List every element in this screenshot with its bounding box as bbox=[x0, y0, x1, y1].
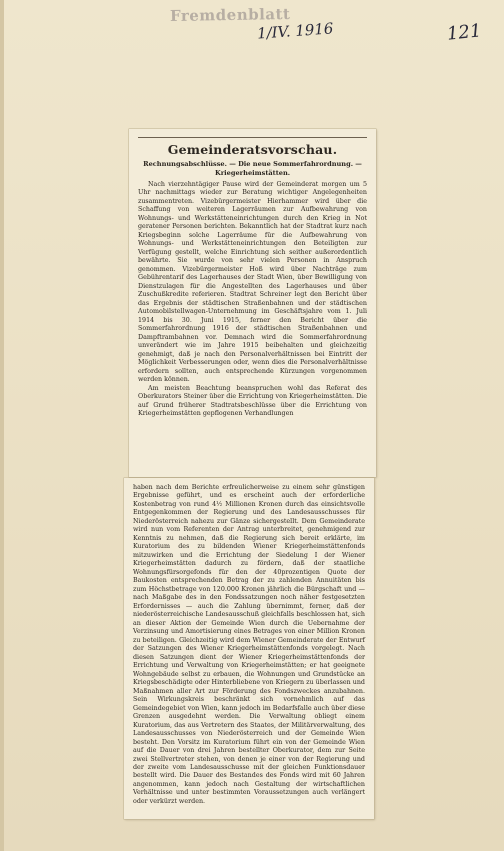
article-paragraph: Am meisten Beachtung beanspruchen wohl das Referat des Oberkurators Steiner über die Errichtung von Kriegerheimstätten. Die auf Grund früherer Stadtratsbeschlüsse über die Errichtung von Kriegerheimstätten gepflogenen Verhandlungen bbox=[138, 384, 367, 418]
article-body-top bbox=[138, 181, 367, 419]
article-headline: Gemeinderatsvorschau. bbox=[167, 142, 338, 157]
handwritten-date: 1/IV. 1916 bbox=[256, 19, 334, 43]
article-clipping-bottom bbox=[124, 478, 374, 819]
newspaper-stamp: Fremdenblatt bbox=[169, 4, 291, 26]
archive-page-number: 121 bbox=[445, 20, 483, 45]
top-rule bbox=[138, 137, 367, 138]
article-paragraph: Nach vierzehntägiger Pause wird der Gemeinderat morgen um 5 Uhr nachmittags wieder zur Beratung wichtiger Angelegenheiten zusammentreten. Vizebürgermeister Hierhammer wird über die Schaffung von weiteren Lagerräumen zur Aufbewahrung von Wohnungs- und Werkstätteneinrichtungen durch den Krieg in Not geratener Personen berichten. Bekanntlich hat der Stadtrat kurz nach Kriegsbeginn solche Lagerräume für die Aufbewahrung von Wohnungs- und Werkstätteneinrichtungen den Beteiligten zur Verfügung gestellt, welche Einrichtung sich seither außerordentlich bewährte. Sie wurde von sehr vielen Personen in Anspruch genommen. Vizebürgermeister Hoß wird über Nachträge zum Gebührentarif des Lagerhauses der Stadt Wien, über Bewilligung von Dienstzulagen für die Angestellten des Lagerhauses und über Zuschußkredite referieren. Stadtrat Schreiner legt den Bericht über das Ergebnis der städtischen Straßenbahnen und der städtischen Automobilstellwagen-Unternehmung im Geschäftsjahre vom 1. Juli 1914 bis 30. Juni 1915, ferner den Bericht über die Sommerfahrordnung 1916 der städtischen Straßenbahnen und Dampftrambahnen vor. Demnach wird die Sommerfahrordnung unverändert wie im Jahre 1915 beibehalten und gleichzeitig genehmigt, daß je nach den Personalverhältnissen bei Eintritt der Möglichkeit Verbesserungen oder, wenn dies die Personalverhältnisse erfordern sollten, auch entsprechende Kürzungen vorgenommen werden können. bbox=[138, 181, 367, 384]
sheet-left-edge bbox=[0, 0, 4, 851]
article-subheading: Rechnungsabschlüsse. — Die neue Sommerfahrordnung. — Kriegerheimstätten. bbox=[143, 160, 362, 177]
article-body-bottom bbox=[133, 484, 365, 806]
article-continuation: haben nach dem Berichte erfreulicherweise zu einem sehr günstigen Ergebnisse geführt, und es erscheint auch der erforderliche Kostenbetrag von rund 4½ Millionen Kronen durch das einsichtsvolle Entgegenkommen der Regierung und des Landesausschusses für Niederösterreich nahezu zur Gänze sichergestellt. Dem Gemeinderate wird nun vom Referenten der Antrag unterbreitet, genehmigend zur Kenntnis zu nehmen, daß die Regierung sich bereit erklärte, im Kuratorium des zu bildenden Wiener Kriegerheimstättenfonds mitzuwirken und die Errichtung der Siedelung I der Wiener Kriegerheimstätten dadurch zu fördern, daß der staatliche Wohnungsfürsorgefonds für den der 40prozentigen Quote der Baukosten entsprechenden Betrag der zu zahlenden Annuitäten bis zum Höchstbetrage von 120.000 Kronen jährlich die Bürgschaft und — nach Maßgabe des in den Fondssatzungen noch näher festgesetzten Erfordernisses — auch die Zahlung übernimmt, ferner, daß der niederösterreichische Landesausschuß gleichfalls beschlossen hat, sich an dieser Aktion der Gemeinde Wien durch die Uebernahme der Verzinsung und Amortisierung eines Betrages von einer Million Kronen zu beteiligen. Gleichzeitig wird dem Wiener Gemeinderate der Entwurf der Satzungen des Wiener Kriegerheimstättenfonds vorgelegt. Nach diesen Satzungen dient der Wiener Kriegerheimstättenfonds der Errichtung und Verwaltung von Kriegerheimstätten; er hat geeignete Wohngebäude selbst zu erbauen, die Wohnungen und Grundstücke an Kriegsbeschädigte oder Hinterbliebene von Kriegern zu überlassen und Maßnahmen aller Art zur Förderung des Fondszweckes anzubahnen. Sein Wirkungskreis beschränkt sich vornehmlich auf das Gemeindegebiet von Wien, kann jedoch im Bedarfsfalle auch über diese Grenzen ausgedehnt werden. Die Verwaltung obliegt einem Kuratorium, das aus Vertretern des Staates, der Militärverwaltung, des Landesausschusses von Niederösterreich und der Gemeinde Wien besteht. Den Vorsitz im Kuratorium führt ein von der Gemeinde Wien auf die Dauer von drei Jahren bestellter Oberkurator, dem zur Seite zwei Stellvertreter stehen, von denen je einer von der Regierung und der zweite vom Landesausschusse mit der gleichen Funktionsdauer bestellt wird. Die Dauer des Bestandes des Fonds wird mit 60 Jahren angenommen, kann jedoch nach Gestaltung der wirtschaftlichen Verhältnisse und unter bestimmten Voraussetzungen auch verlängert oder verkürzt werden. bbox=[133, 484, 365, 805]
article-clipping-top bbox=[129, 129, 376, 477]
